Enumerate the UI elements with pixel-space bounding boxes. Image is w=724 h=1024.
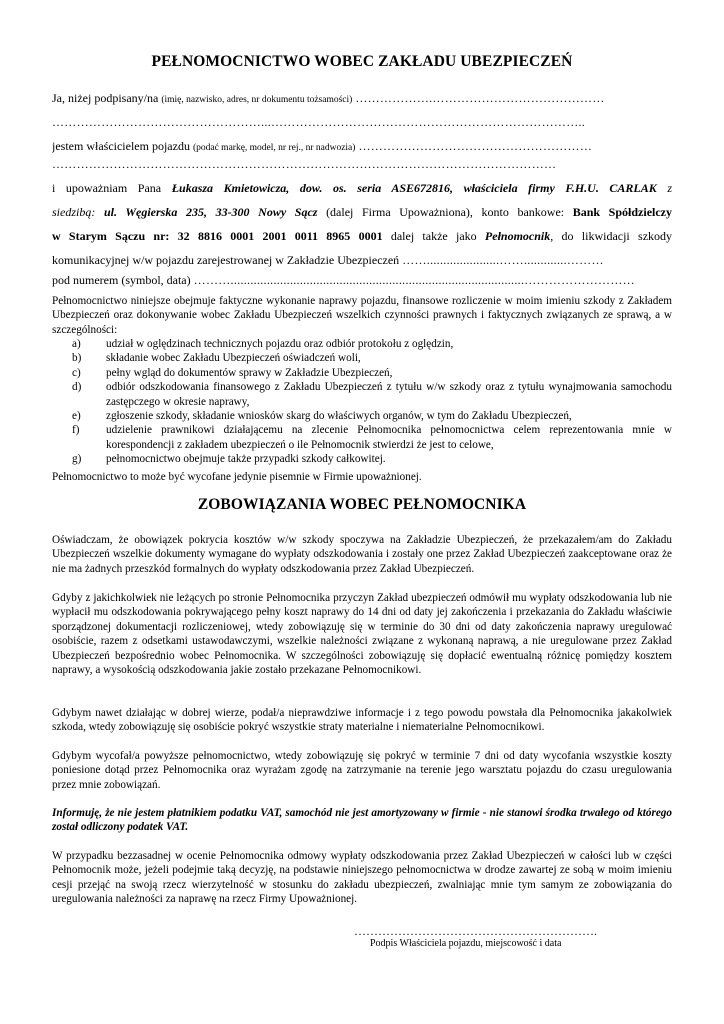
authorization-line-2 [52,205,672,220]
paragraph-vat-statement: Informuję, że nie jestem płatnikiem podatku VAT, samochód nie jest amortyzowany w firmie - nie stanowi środka trwałego od którego został odliczony podatek VAT. [52,807,672,834]
claim-number-label: pod numerem (symbol, data) [52,273,191,287]
list-item: d) odbiór odszkodowania finansowego z Zakładu Ubezpieczeń z tytułu w/w szkody oraz z tytułu wynajmowania samochodu zastępczego w okresie naprawy, [72,381,672,408]
signature-line: ……………………………………………………. [354,924,597,938]
document-title: PEŁNOMOCNICTWO WOBEC ZAKŁADU UBEZPIECZEŃ [151,53,573,70]
paragraph-obligation-1: Oświadczam, że obowiązek pokrycia kosztów w/w szkody spoczywa na Zakładzie Ubezpieczeń, że przekazałem/am do Zakładu Ubezpieczeń wszelkie dokumenty wymagane do wypłaty odszkodowania i zostały one przez Zakład Ubezpieczeń zaakceptowane oraz że nie ma żadnych przeszkód formalnych do wypłaty odszkodowania przez Zakład Ubezpieczeń. [52,534,672,575]
scope-end: Pełnomocnictwo to może być wycofane jedynie pisemnie w Firmie upoważnionej. [52,471,422,483]
auth-insurer-text: komunikacyjnej w/w pojazdu zarejestrowanej w Zakładzie Ubezpieczeń [52,253,400,267]
owner-fill-dots: ……………….…………………………………… [355,91,605,105]
paragraph-cession: W przypadku bezzasadnej w ocenie Pełnomocnika odmowy wypłaty odszkodowania przez Zakład Ubezpieczeń w całości lub w części Pełnomocnik może, jeżeli podejmie taką decyzję, na podstawie niniejszego pełnomocnictwa w drodze zawartej ze sobą w moim imieniu cesji przejąć na swoją rzecz wierzytelność w stosunku do zakładu ubezpieczeń, zwalniając mnie tym samym ze zobowiązania do uregulowania należności za naprawę na rzecz Firmy Upoważnionej. [52,850,672,906]
owner-fill-dots-2: ……………………………………………...………………………………………………………………….. [52,115,586,129]
auth-bank-account: w Starym Sączu nr: 32 8816 0001 2001 0011 8965 0001 [52,229,383,243]
list-item: e) zgłoszenie szkody, składanie wniosków skarg do właściwych organów, w tym do Zakładu Ubezpieczeń, [72,410,572,423]
section-title-obligations: ZOBOWIĄZANIA WOBEC PEŁNOMOCNIKA [197,496,527,513]
vehicle-fill-dots: ………………………………………………… [358,139,593,153]
owner-hint: (imię, nazwisko, adres, nr dokumentu tożsamości) [161,95,353,105]
paragraph-obligation-3: Gdybym nawet działając w dobrej wierze, podał/a nieprawdziwe informacje i z tego powodu powstała dla Pełnomocnika jakakolwiek szkoda, wtedy zobowiązuję się osobiście pokryć wszystkie straty materialne i niematerialne Pełnomocnikowi. [52,707,672,734]
vehicle-label: jestem właścicielem pojazdu [52,139,190,153]
vehicle-line-2 [52,157,672,172]
auth-address: ul. Węgierska 235, 33-300 Nowy Sącz [103,205,318,219]
authorization-line-4 [52,253,672,268]
auth-seat-label: siedzibą: [52,205,96,219]
auth-also: dalej także jako [390,229,477,243]
claim-number-dots: ……….........................................................................................……………………… [193,273,635,287]
scope-list [52,337,672,467]
claim-number-line [52,273,672,288]
auth-intro: i upoważniam Pana [52,181,162,195]
auth-z: z [667,181,672,195]
owner-data-line-2 [52,115,672,130]
auth-purpose: , do likwidacji szkody [550,229,672,243]
list-item: b) składanie wobec Zakładu Ubezpieczeń oświadczeń woli, [72,352,361,365]
paragraph-obligation-2: Gdyby z jakichkolwiek nie leżących po stronie Pełnomocnika przyczyn Zakład ubezpieczeń odmówił mu wypłaty odszkodowania lub nie wypłacił mu odszkodowania pokrywającego pełny koszt naprawy do 14 dni od daty jej zakończenia i przekazania do Zakładu właściwie sporządzonej dokumentacji rozliczeniowej, wtedy zobowiązuję się w terminie do 30 dni od daty zakończenia naprawy uregulować osobiście, razem z odsetkami ustawodawczymi, wszelkie należności związane z wykonaną naprawą, a nie uregulowane przez Zakład Ubezpieczeń bezpośrednio wobec Pełnomocnika. W szczególności zobowiązuję się dopłacić ewentualną różnicę pomiędzy kosztem naprawy, a wysokością odszkodowania jakie zostało przekazane Pełnomocnikowi. [52,592,672,677]
vehicle-fill-dots-2: …………………………………………………………………………………………………………… [52,157,557,171]
scope-intro: Pełnomocnictwo niniejsze obejmuje faktyczne wykonanie naprawy pojazdu, finansowe rozliczenie w moim imieniu szkody z Zakładem Ubezpieczeń oraz dokonywanie wobec Zakładu Ubezpieczeń wszelkich czynności prawnych i faktycznych związanych ze sprawą, a w szczególności: [52,295,672,336]
owner-data-line [52,91,672,106]
signature-label: Podpis Właściciela pojazdu, miejscowość i data [370,938,562,949]
authorization-line-1 [52,181,672,196]
auth-bank: Bank Spółdzielczy [572,205,672,219]
list-item: f) udzielenie prawnikowi działającemu na zlecenie Pełnomocnika pełnomocnictwa celem reprezentowania mnie w korespondencji z zakładem ubezpieczeń o ile Pełnomocnik stwierdzi że jest to celowe, [72,424,672,451]
list-item: a) udział w oględzinach technicznych pojazdu oraz odbiór protokołu z oględzin, [72,338,454,350]
auth-insurer-dots: ……......................…….............……… [402,253,604,267]
auth-agent: Łukasza Kmietowicza, dow. os. seria ASE672816, właściciela firmy F.H.U. CARLAK [171,181,657,195]
authorization-line-3 [52,229,672,244]
owner-label: Ja, niżej podpisany/na [52,91,159,105]
paragraph-obligation-4: Gdybym wycofał/a powyższe pełnomocnictwo, wtedy zobowiązuję się pokryć w terminie 7 dni od daty wycofania wszystkie koszty poniesione dotąd przez Pełnomocnika oraz wyrażam zgodę na zatrzymanie na terenie jego warsztatu pojazdu do czasu uregulowania przez mnie zobowiązań. [52,750,672,791]
list-item: g) pełnomocnictwo obejmuje także przypadki szkody całkowitej. [72,453,386,466]
list-item: c) pełny wgląd do dokumentów sprawy w Zakładzie Ubezpieczeń, [72,366,393,379]
vehicle-hint: (podać markę, model, nr rej., nr nadwozia) [192,143,356,153]
vehicle-line [52,139,672,154]
auth-firm-text: (dalej Firma Upoważniona), konto bankowe: [326,205,565,219]
auth-pelnomocnik: Pełnomocnik [484,229,551,243]
